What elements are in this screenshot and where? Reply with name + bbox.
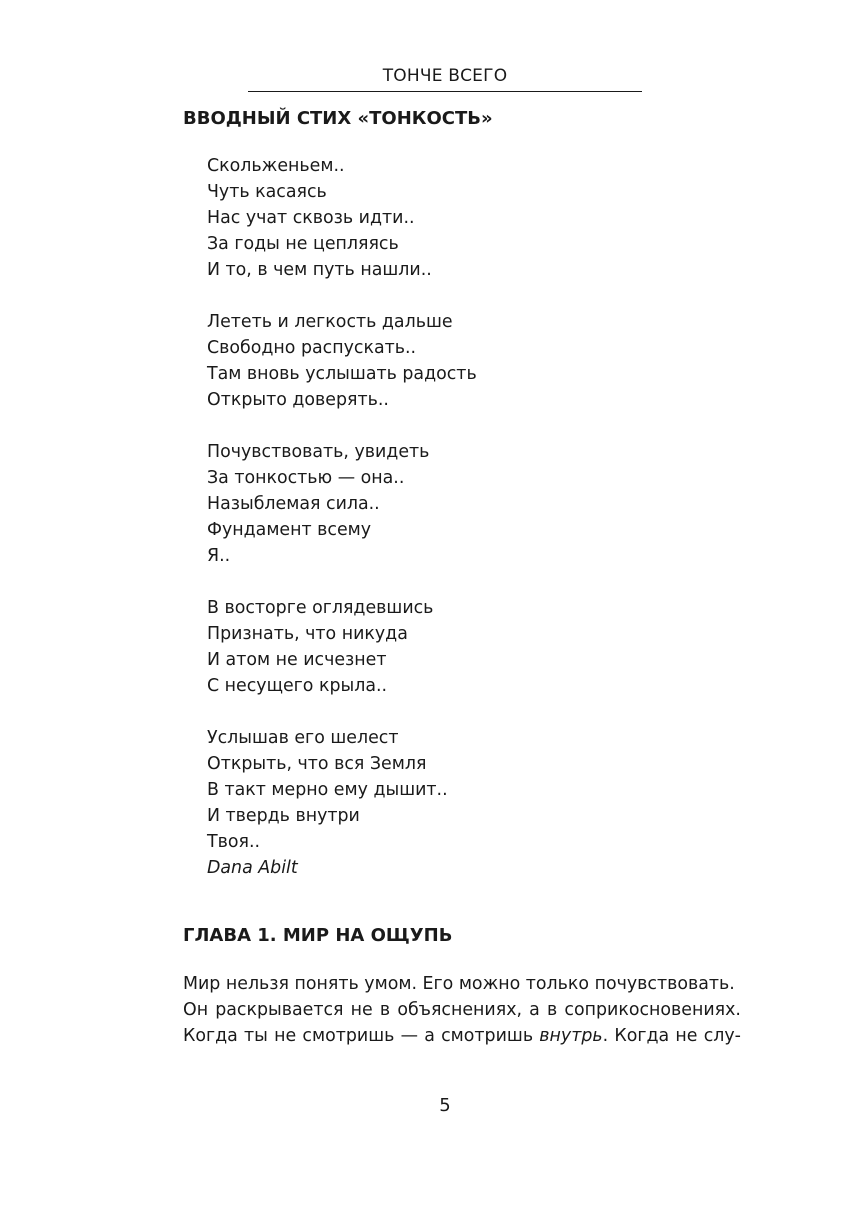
poem-line: И твердь внутри [207,806,360,826]
poem-line: Признать, что никуда [207,624,408,644]
poem-line: И атом не исчезнет [207,650,387,670]
paragraph-line [183,1023,741,1049]
word: — [400,1026,418,1046]
word: раскрывается [215,1000,344,1020]
chapter-title: ГЛАВА 1. МИР НА ОЩУПЬ [183,925,453,946]
poem-line: Фундамент всему [207,520,372,540]
stanza [207,153,627,283]
word: Когда [614,1026,670,1046]
poem-line: В такт мерно ему дышит.. [207,780,448,800]
stanza [207,439,627,569]
word: Он [183,1000,209,1020]
poem-line: Я.. [207,546,231,566]
poem-line: Открыть, что вся Земля [207,754,427,774]
poem-line: Твоя.. [207,832,261,852]
poem-line: Услышав его шелест [207,728,399,748]
word: а [424,1026,435,1046]
page-number: 5 [439,1095,451,1116]
poem-line: И то, в чем путь нашли.. [207,260,432,280]
poem-line: Там вновь услышать радость [207,364,477,384]
word-emphasis [539,1023,608,1049]
poem-line: С несущего крыла.. [207,676,388,696]
poem-line: Почувствовать, увидеть [207,442,430,462]
poem-line: В восторге оглядевшись [207,598,434,618]
word: смотришь [302,1026,395,1046]
word: слу- [703,1026,741,1046]
italic-word: внутрь [539,1026,603,1046]
header-rule [248,91,642,92]
poem-line: Чуть касаясь [207,182,327,202]
poem-line: Нас учат сквозь идти.. [207,208,415,228]
stanza [207,595,627,699]
poem-line: Назыблемая сила.. [207,494,380,514]
poem-author: Dana Abilt [207,858,298,878]
poem-line: За тонкостью — она.. [207,468,405,488]
poem-line: Скольженьем.. [207,156,345,176]
word: в [547,1000,558,1020]
poem-title: ВВОДНЫЙ СТИХ «ТОНКОСТЬ» [183,108,493,129]
word: в [379,1000,391,1020]
word: а [529,1000,540,1020]
word: не [350,1000,373,1020]
word: не [274,1026,297,1046]
poem-line: За годы не цепляясь [207,234,399,254]
poem-line: Лететь и легкость дальше [207,312,453,332]
poem-line: Свободно распускать.. [207,338,417,358]
poem [207,153,627,881]
stanza [207,725,627,881]
running-head: ТОНЧЕ ВСЕГО [382,66,508,86]
word: соприкосновениях. [564,1000,741,1020]
punctuation: . [602,1026,609,1046]
paragraph-line [183,997,741,1023]
word: смотришь [441,1026,534,1046]
word: объяснениях, [397,1000,523,1020]
word: не [675,1026,698,1046]
poem-line: Открыто доверять.. [207,390,389,410]
word: ты [244,1026,268,1046]
word: Когда [183,1026,238,1046]
paragraph-line: Мир нельзя понять умом. Его можно только почувствовать. [183,974,735,994]
chapter-body [183,971,741,1049]
stanza [207,309,627,413]
